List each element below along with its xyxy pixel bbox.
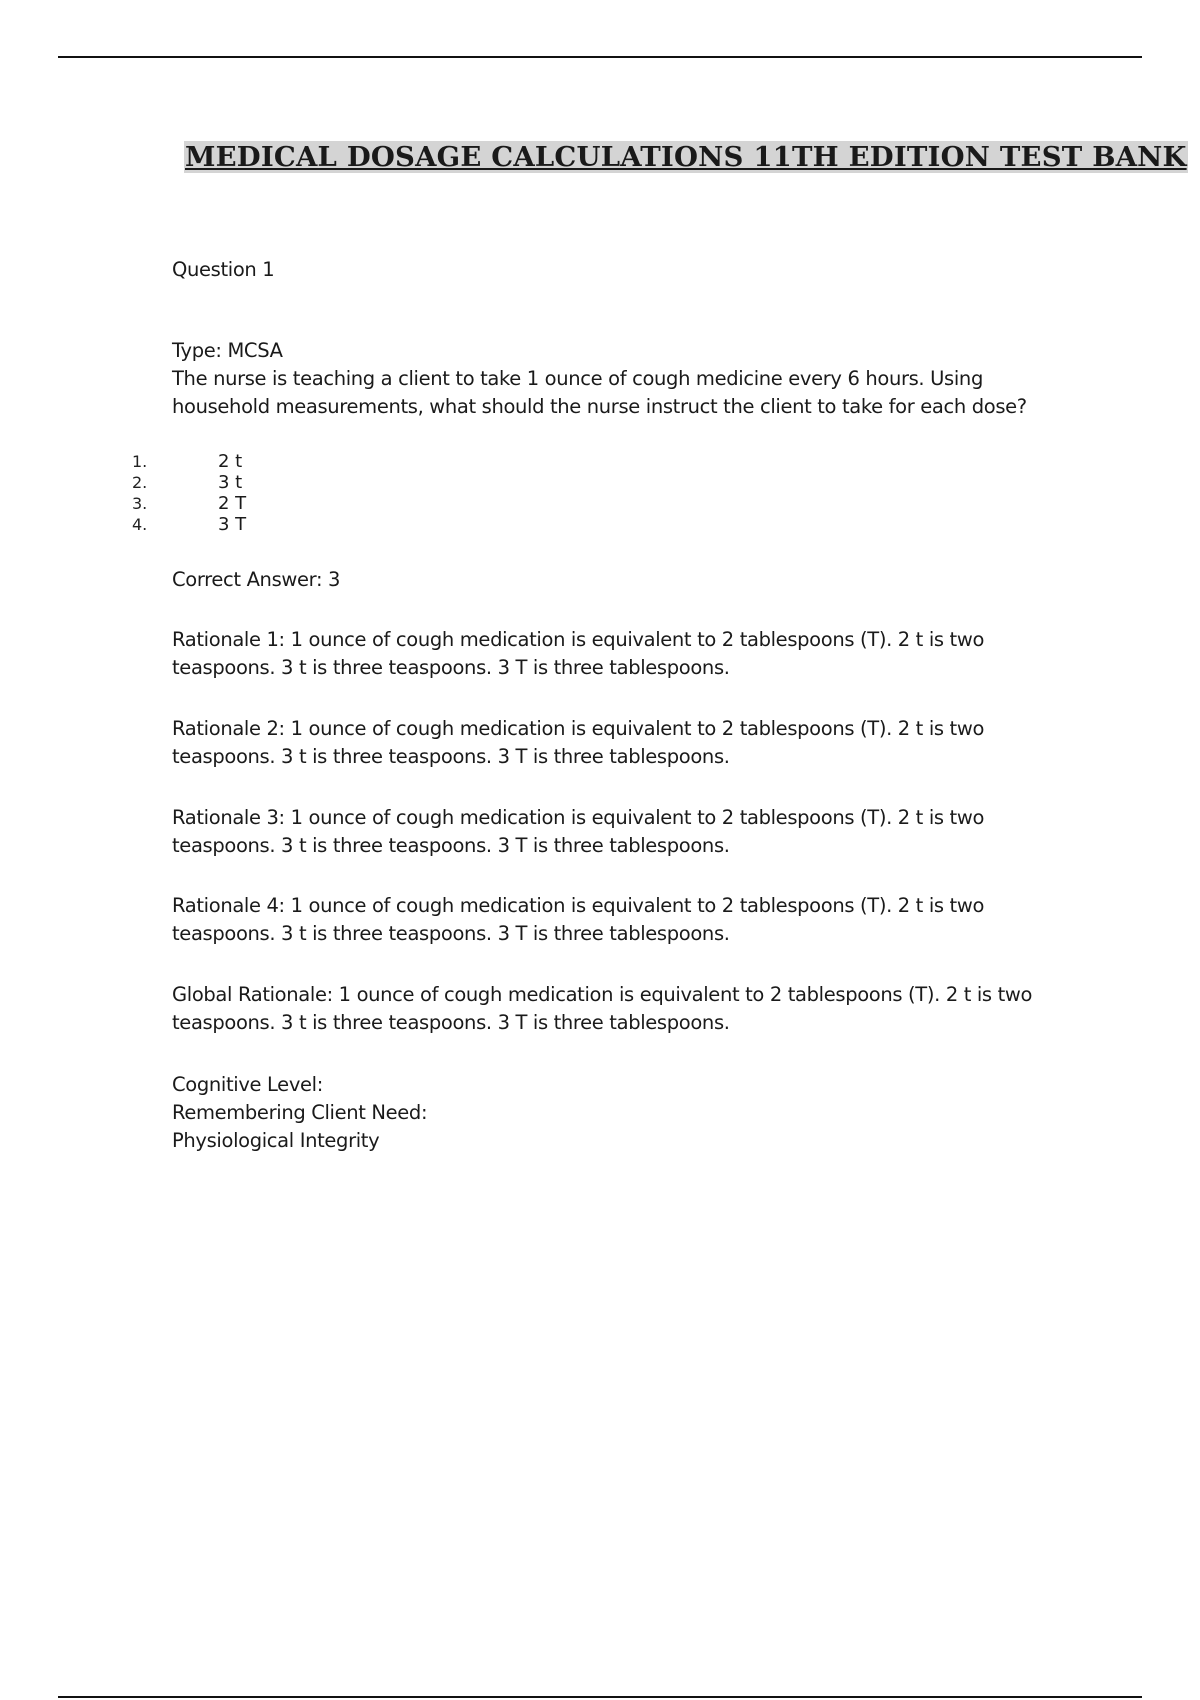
document-title-text: MEDICAL DOSAGE CALCULATIONS 11TH EDITION TEST BANK [185, 141, 1187, 173]
rationale-3: Rationale 3: 1 ounce of cough medication is equivalent to 2 tablespoons (T). 2 t is two teaspoons. 3 t is three teaspoons. 3 T is three tablespoons. [172, 806, 985, 857]
rationale-4: Rationale 4: 1 ounce of cough medication is equivalent to 2 tablespoons (T). 2 t is two teaspoons. 3 t is three teaspoons. 3 T is three tablespoons. [172, 894, 985, 945]
footer-rule [58, 1696, 1142, 1698]
answer-option [132, 451, 246, 472]
question-body [172, 337, 1102, 421]
question-stem: The nurse is teaching a client to take 1 ounce of cough medicine every 6 hours. Using household measurements, what should the nurse instruct the client to take for each dose? [172, 367, 1027, 418]
global-rationale: Global Rationale: 1 ounce of cough medication is equivalent to 2 tablespoons (T). 2 t is two teaspoons. 3 t is three teaspoons. 3 T is three tablespoons. [172, 983, 1033, 1034]
option-text: 2 T [218, 493, 247, 514]
option-number: 1. [132, 452, 148, 471]
rationale-2: Rationale 2: 1 ounce of cough medication is equivalent to 2 tablespoons (T). 2 t is two teaspoons. 3 t is three teaspoons. 3 T is three tablespoons. [172, 717, 985, 768]
client-need-value: Physiological Integrity [172, 1129, 380, 1152]
question-type: Type: MCSA [172, 339, 283, 362]
answer-option [132, 493, 246, 514]
option-number: 3. [132, 494, 148, 513]
option-number: 2. [132, 473, 148, 492]
header-rule [58, 56, 1142, 58]
answer-option [132, 472, 246, 493]
answer-options [132, 451, 246, 535]
question-heading: Question 1 [172, 258, 275, 281]
option-text: 2 t [218, 451, 243, 472]
option-text: 3 T [218, 514, 247, 535]
option-number: 4. [132, 515, 148, 534]
rationale-1: Rationale 1: 1 ounce of cough medication is equivalent to 2 tablespoons (T). 2 t is two teaspoons. 3 t is three teaspoons. 3 T is three tablespoons. [172, 628, 985, 679]
client-need-label: Remembering Client Need: [172, 1101, 428, 1124]
option-text: 3 t [218, 472, 243, 493]
question-metadata [172, 1071, 1102, 1155]
correct-answer: Correct Answer: 3 [172, 568, 341, 591]
document-title [184, 138, 1188, 176]
cognitive-level-label: Cognitive Level: [172, 1073, 323, 1096]
answer-option [132, 514, 246, 535]
